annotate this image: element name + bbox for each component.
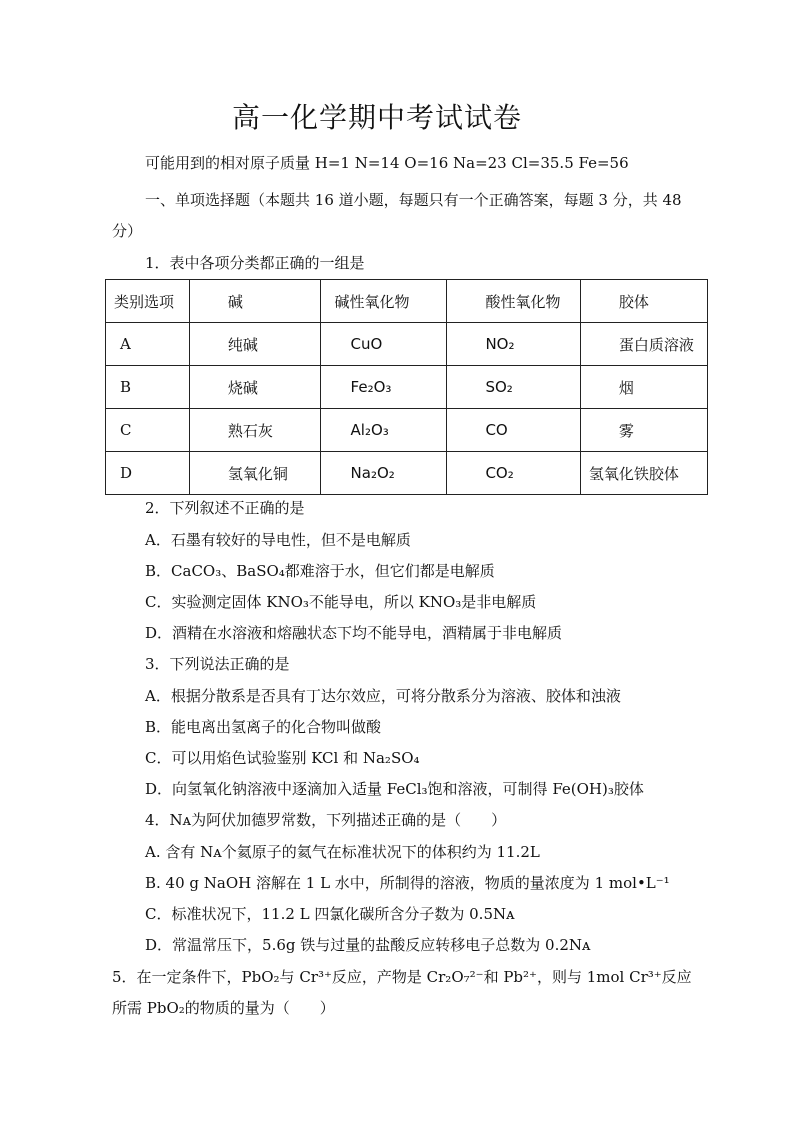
q4-stem: 4．Nᴀ为阿伏加德罗常数，下列描述正确的是（ ） bbox=[145, 811, 507, 829]
q2-stem: 2．下列叙述不正确的是 bbox=[145, 499, 305, 517]
exam-title: 高一化学期中考试试卷 bbox=[232, 101, 523, 134]
section1-heading: 一、单项选择题（本题共 16 道小题，每题只有一个正确答案，每题 3 分，共 48 bbox=[145, 191, 682, 209]
q2-option-c: C．实验测定固体 KNO₃不能导电，所以 KNO₃是非电解质 bbox=[145, 593, 537, 611]
table-row bbox=[106, 323, 708, 366]
table-header-cell: 胶体 bbox=[580, 280, 707, 323]
table-cell: Al₂O₃ bbox=[320, 409, 447, 452]
table-header-row bbox=[106, 280, 708, 323]
table-row bbox=[106, 409, 708, 452]
q4-option-b: B. 40 g NaOH 溶解在 1 L 水中，所制得的溶液，物质的量浓度为 1 mol•L⁻¹ bbox=[145, 874, 670, 892]
table-header-cell: 碱性氧化物 bbox=[320, 280, 447, 323]
q5-stem: 5．在一定条件下，PbO₂与 Cr³⁺反应，产物是 Cr₂O₇²⁻和 Pb²⁺，则与 1mol Cr³⁺反应 bbox=[112, 968, 692, 986]
table-cell: 雾 bbox=[580, 409, 707, 452]
table-header-cell: 酸性氧化物 bbox=[447, 280, 580, 323]
table-cell: 纯碱 bbox=[189, 323, 320, 366]
table-cell: 熟石灰 bbox=[189, 409, 320, 452]
q4-option-d: D．常温常压下，5.6g 铁与过量的盐酸反应转移电子总数为 0.2Nᴀ bbox=[145, 936, 591, 954]
q1-stem: 1．表中各项分类都正确的一组是 bbox=[145, 254, 365, 272]
table-row bbox=[106, 366, 708, 409]
q2-option-d: D．酒精在水溶液和熔融状态下均不能导电，酒精属于非电解质 bbox=[145, 624, 563, 642]
table-cell: 烧碱 bbox=[189, 366, 320, 409]
section1-heading-cont: 分） bbox=[112, 222, 143, 240]
table-cell: C bbox=[106, 409, 190, 452]
table-cell: CO bbox=[447, 409, 580, 452]
table-cell: CO₂ bbox=[447, 452, 580, 495]
q3-option-a: A．根据分散系是否具有丁达尔效应，可将分散系分为溶液、胶体和浊液 bbox=[145, 687, 621, 705]
q3-option-b: B．能电离出氢离子的化合物叫做酸 bbox=[145, 718, 382, 736]
q3-option-d: D．向氢氧化钠溶液中逐滴加入适量 FeCl₃饱和溶液，可制得 Fe(OH)₃胶体 bbox=[145, 780, 644, 798]
q3-stem: 3．下列说法正确的是 bbox=[145, 655, 290, 673]
table-header-cell: 碱 bbox=[189, 280, 320, 323]
table-cell: 蛋白质溶液 bbox=[580, 323, 707, 366]
table-cell: Fe₂O₃ bbox=[320, 366, 447, 409]
q4-option-c: C．标准状况下，11.2 L 四氯化碳所含分子数为 0.5Nᴀ bbox=[145, 905, 515, 923]
atomic-masses: 可能用到的相对原子质量 H=1 N=14 O=16 Na=23 Cl=35.5 Fe=56 bbox=[145, 154, 629, 172]
table-row bbox=[106, 452, 708, 495]
table-cell: 烟 bbox=[580, 366, 707, 409]
table-cell: 氢氧化铜 bbox=[189, 452, 320, 495]
table-cell: A bbox=[106, 323, 190, 366]
table-cell: NO₂ bbox=[447, 323, 580, 366]
q2-option-a: A．石墨有较好的导电性，但不是电解质 bbox=[145, 531, 411, 549]
q4-option-a: A. 含有 Nᴀ个氦原子的氦气在标准状况下的体积约为 11.2L bbox=[145, 843, 540, 861]
table-cell: CuO bbox=[320, 323, 447, 366]
table-cell: SO₂ bbox=[447, 366, 580, 409]
table-cell: 氢氧化铁胶体 bbox=[580, 452, 707, 495]
classification-table bbox=[105, 279, 708, 495]
table-cell: B bbox=[106, 366, 190, 409]
q2-option-b: B．CaCO₃、BaSO₄都难溶于水，但它们都是电解质 bbox=[145, 562, 495, 580]
q5-stem-cont: 所需 PbO₂的物质的量为（ ） bbox=[112, 999, 335, 1017]
table-cell: Na₂O₂ bbox=[320, 452, 447, 495]
table-cell: D bbox=[106, 452, 190, 495]
table-header-cell: 类别选项 bbox=[106, 280, 190, 323]
q3-option-c: C．可以用焰色试验鉴别 KCl 和 Na₂SO₄ bbox=[145, 749, 420, 767]
